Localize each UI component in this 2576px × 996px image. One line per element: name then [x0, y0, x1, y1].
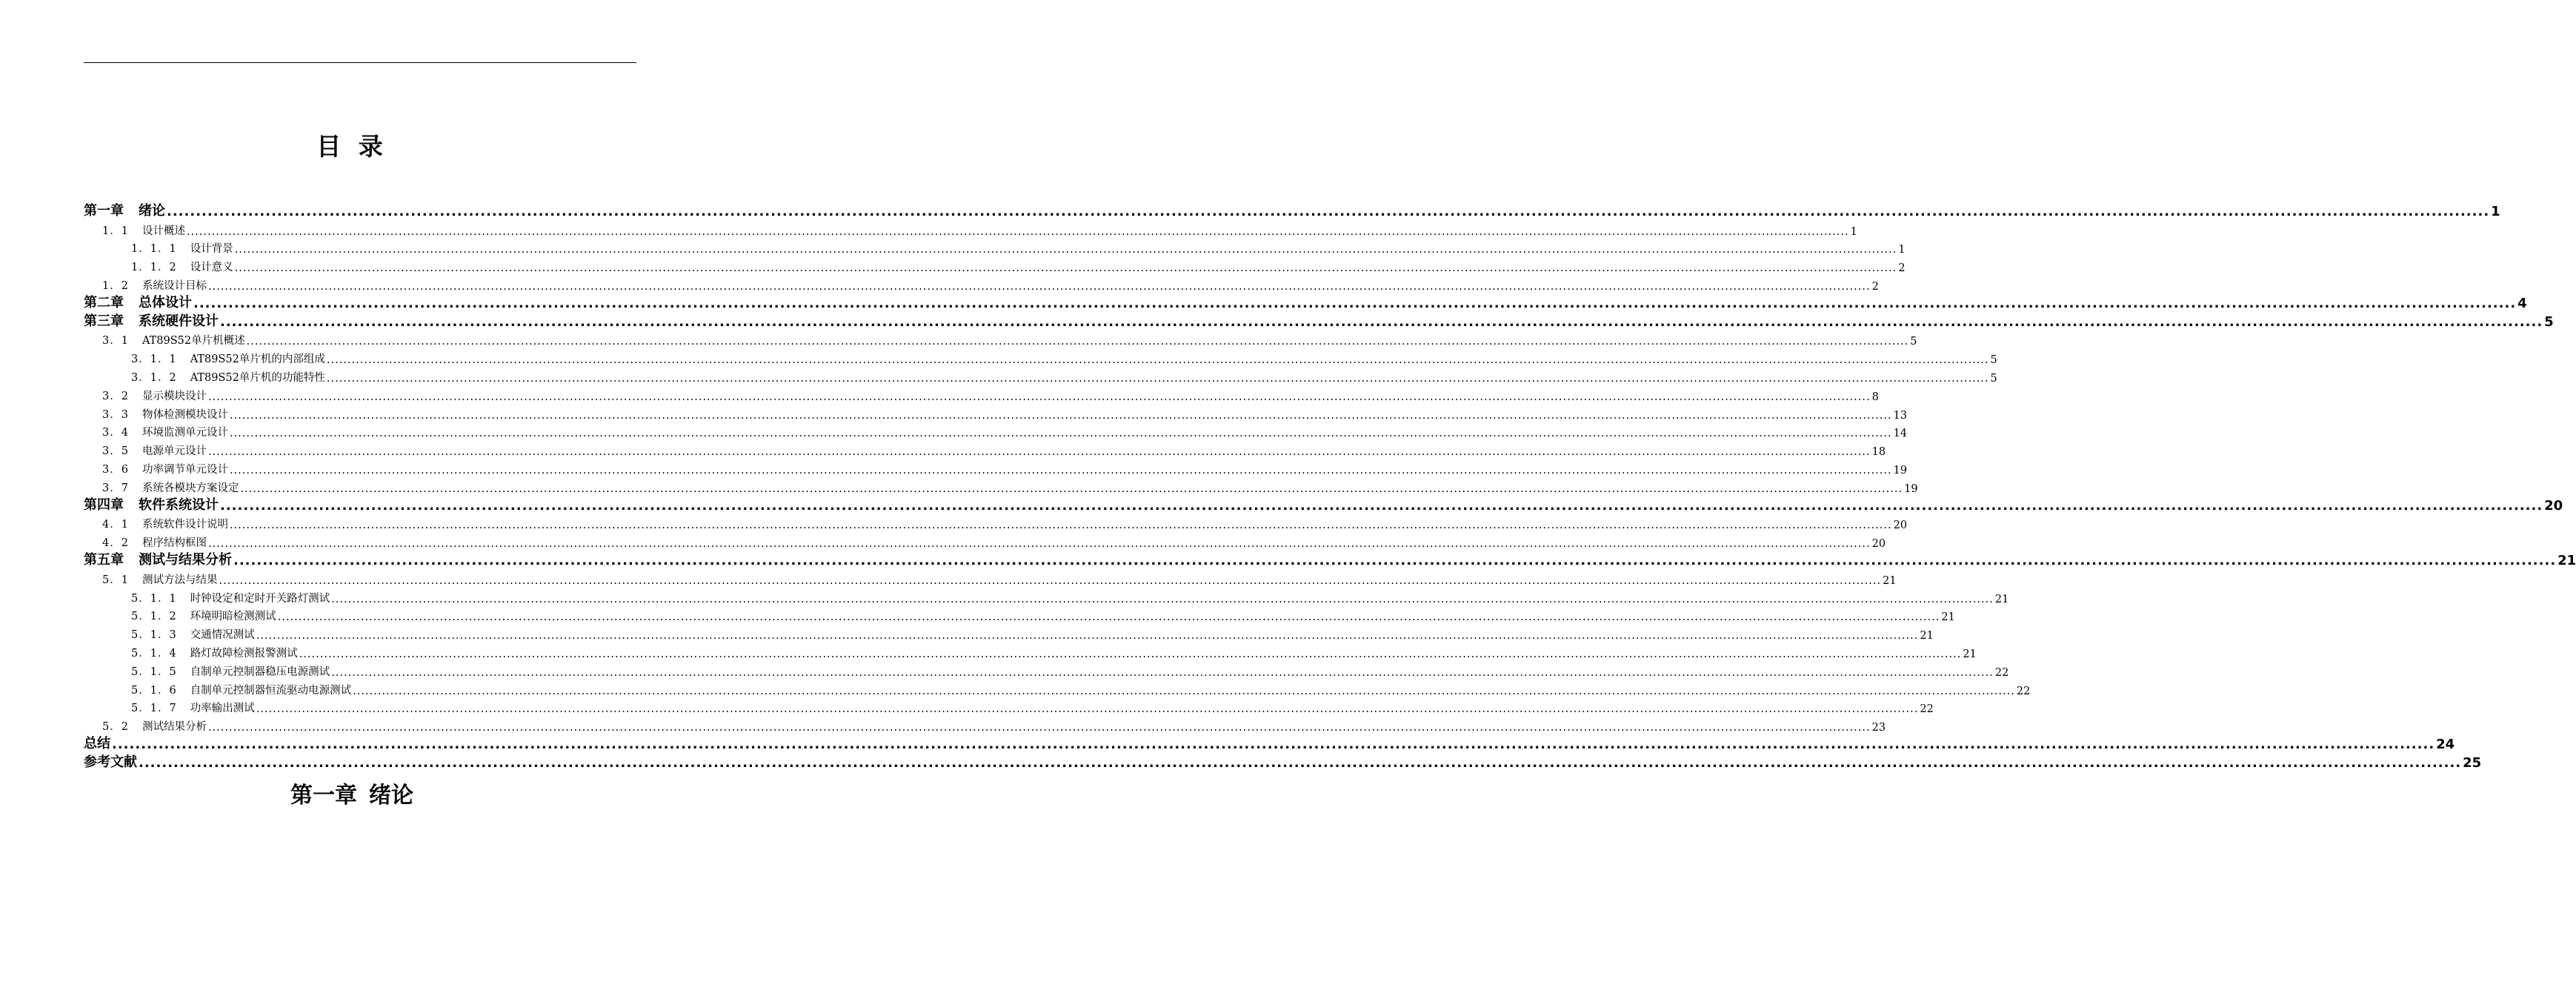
toc-entry[interactable] — [84, 256, 1906, 275]
toc-entry-title: 时钟设定和定时开关路灯测试 — [190, 592, 330, 605]
toc-entry-page: 21 — [1941, 611, 1955, 624]
toc-entry-page: 22 — [1994, 666, 2009, 679]
toc-dot-leader: ................................................................................................................................................................................................................................................................................................................................................................................................................ — [207, 722, 1871, 734]
toc-dot-leader: ................................................................................................................................................................................................................................................................................................................................................................................................................ — [240, 482, 1903, 495]
toc-entry[interactable] — [84, 531, 1886, 551]
toc-entry[interactable] — [84, 201, 2500, 219]
toc-entry-title: 总结 — [84, 735, 110, 751]
toc-entry-title: 交通情况测试 — [190, 629, 255, 642]
toc-entry[interactable] — [84, 219, 1857, 238]
toc-entry-page: 23 — [1871, 722, 1886, 734]
toc-entry[interactable] — [84, 477, 1918, 495]
toc-dot-leader: ................................................................................................................................................................................................................................................................................................................................................................................................................ — [256, 630, 1919, 643]
toc-dot-leader: ................................................................................................................................................................................................................................................................................................................................................................................................................ — [234, 244, 1897, 256]
toc-entry[interactable] — [84, 697, 1934, 716]
toc-entry-number: 第四章 — [84, 497, 124, 513]
toc-title: 目 录 — [316, 132, 387, 161]
toc-entry-number: 3．1．2 — [131, 371, 177, 384]
toc-entry-number: 1．1 — [102, 225, 129, 237]
toc-dot-leader: ................................................................................................................................................................................................................................................................................................................................................................................................................ — [207, 538, 1871, 551]
toc-entry[interactable] — [84, 403, 1908, 422]
toc-entry-number: 4．1 — [102, 519, 129, 531]
toc-entry-page: 5 — [2544, 313, 2554, 330]
toc-entry-page: 22 — [2016, 685, 2031, 697]
toc-entry-title: 测试与结果分析 — [139, 551, 232, 568]
toc-dot-leader: ................................................................................................................................................................................................................................................................................................................................................................................................................ — [299, 648, 1962, 660]
toc-entry-number: 5．1．1 — [131, 592, 177, 605]
toc-entry[interactable] — [84, 660, 2009, 679]
toc-entry-title: 环境明暗检测测试 — [190, 611, 276, 623]
header-rule — [84, 62, 636, 63]
toc-entry-title: 系统硬件设计 — [139, 313, 219, 329]
toc-entry-page: 8 — [1871, 391, 1879, 403]
toc-dot-leader: ................................................................................................................................................................................................................................................................................................................................................................................................................ — [353, 685, 2015, 697]
toc-entry-title: 系统设计目标 — [142, 279, 207, 292]
toc-entry-page: 21 — [1920, 630, 1934, 643]
toc-entry-page: 1 — [2491, 203, 2500, 219]
toc-entry-number: 4．2 — [102, 537, 129, 550]
chapter-title: 绪论 — [369, 783, 413, 809]
toc-entry-page: 19 — [1893, 464, 1908, 477]
toc-entry-title: 电源单元设计 — [142, 445, 207, 458]
toc-entry[interactable] — [84, 293, 2527, 311]
toc-entry-title: 自制单元控制器稳压电源测试 — [190, 665, 330, 678]
toc-dot-leader: ................................................................................................................................................................................................................................................................................................................................................................................................................ — [186, 225, 1849, 238]
toc-entry-number: 1．1．1 — [131, 243, 177, 256]
toc-entry-number: 第五章 — [84, 551, 124, 568]
toc-dot-leader: ................................................................................................................................................................................................................................................................................................................................................................................................................ — [331, 593, 1994, 605]
toc-entry-number: 3．2 — [102, 390, 129, 402]
toc-entry-number: 3．1．1 — [131, 353, 177, 366]
toc-entry[interactable] — [84, 385, 1879, 403]
chapter-heading — [0, 777, 704, 809]
toc-entry[interactable] — [84, 348, 1997, 367]
toc-entry-title: 测试方法与结果 — [142, 574, 218, 586]
toc-entry[interactable] — [84, 642, 1977, 660]
toc-dot-leader: ................................................................................................................................................................................................................................................................................................................................................................................................................ — [207, 391, 1871, 403]
toc-dot-leader: ................................................................................................................................................................................................................................................................................................................................................................................................................ — [193, 295, 2517, 311]
toc-entry-number: 5．1．6 — [131, 684, 177, 697]
toc-entry-title: 路灯故障检测报警测试 — [190, 647, 298, 660]
toc-entry-number: 3．5 — [102, 445, 129, 458]
toc-entry-title: 设计概述 — [142, 225, 185, 237]
toc-entry-title: AT89S52单片机的内部组成 — [190, 353, 325, 366]
toc-entry-page: 21 — [2557, 552, 2576, 568]
toc-entry-title: 物体检测模块设计 — [142, 408, 228, 421]
toc-entry-title: 测试结果分析 — [142, 721, 207, 734]
toc-entry-number: 5．1．4 — [131, 647, 177, 660]
toc-dot-leader: ................................................................................................................................................................................................................................................................................................................................................................................................................ — [229, 464, 1892, 477]
toc-entry-title: 功率调节单元设计 — [142, 463, 228, 476]
toc-dot-leader: ................................................................................................................................................................................................................................................................................................................................................................................................................ — [326, 354, 1989, 367]
table-of-contents — [84, 201, 2576, 771]
toc-dot-leader: ................................................................................................................................................................................................................................................................................................................................................................................................................ — [207, 280, 1871, 293]
toc-dot-leader: ................................................................................................................................................................................................................................................................................................................................................................................................................ — [331, 666, 1994, 679]
toc-entry-page: 20 — [1871, 538, 1886, 551]
toc-dot-leader: ................................................................................................................................................................................................................................................................................................................................................................................................................ — [246, 336, 1909, 348]
toc-entry-page: 22 — [1920, 703, 1934, 716]
toc-entry-page: 20 — [1893, 519, 1908, 532]
toc-dot-leader: ................................................................................................................................................................................................................................................................................................................................................................................................................ — [234, 262, 1897, 275]
toc-entry[interactable] — [84, 679, 2031, 697]
toc-entry-page: 21 — [1883, 574, 1897, 587]
toc-entry-page: 2 — [1871, 280, 1879, 293]
toc-entry[interactable] — [84, 550, 2576, 568]
toc-entry-number: 5．2 — [102, 721, 129, 734]
toc-entry[interactable] — [84, 311, 2554, 330]
toc-entry-page: 19 — [1904, 482, 1918, 495]
toc-entry-number: 5．1．7 — [131, 703, 177, 715]
toc-entry-page: 14 — [1893, 428, 1908, 440]
toc-entry-title: 软件系统设计 — [139, 497, 219, 513]
toc-entry-number: 1．2 — [102, 279, 129, 292]
toc-dot-leader: ................................................................................................................................................................................................................................................................................................................................................................................................................ — [220, 497, 2543, 514]
toc-entry[interactable] — [84, 422, 1908, 440]
toc-entry-title: 设计背景 — [190, 243, 233, 256]
toc-entry-title: 系统软件设计说明 — [142, 519, 228, 531]
toc-dot-leader: ................................................................................................................................................................................................................................................................................................................................................................................................................ — [326, 372, 1989, 385]
toc-entry-page: 2 — [1898, 262, 1906, 275]
toc-entry-page: 1 — [1850, 225, 1857, 238]
toc-entry-title: 总体设计 — [139, 294, 192, 311]
toc-entry-page: 5 — [1910, 336, 1917, 348]
toc-entry-page: 21 — [1963, 648, 1977, 660]
toc-entry-number: 第二章 — [84, 294, 124, 311]
toc-entry-number: 5．1．5 — [131, 665, 177, 678]
toc-dot-leader: ................................................................................................................................................................................................................................................................................................................................................................................................................ — [139, 754, 2462, 771]
toc-entry-title: AT89S52单片机的功能特性 — [190, 371, 325, 384]
toc-entry-page: 13 — [1893, 409, 1908, 422]
toc-entry-page: 5 — [1990, 372, 1997, 385]
toc-entry[interactable] — [84, 605, 1955, 624]
toc-entry-page: 20 — [2544, 497, 2563, 514]
toc-entry-number: 3．7 — [102, 482, 129, 494]
toc-entry[interactable] — [84, 274, 1879, 293]
toc-entry[interactable] — [84, 514, 1908, 532]
toc-entry-number: 3．6 — [102, 463, 129, 476]
toc-entry-title: AT89S52单片机概述 — [142, 335, 245, 348]
toc-entry-number: 第三章 — [84, 313, 124, 329]
toc-entry-title: 功率输出测试 — [190, 703, 255, 715]
toc-dot-leader: ................................................................................................................................................................................................................................................................................................................................................................................................................ — [229, 519, 1892, 532]
toc-entry-title: 设计意义 — [190, 262, 233, 274]
toc-entry-number: 1．1．2 — [131, 262, 177, 274]
toc-dot-leader: ................................................................................................................................................................................................................................................................................................................................................................................................................ — [229, 409, 1892, 422]
toc-entry[interactable] — [84, 495, 2563, 514]
toc-entry-number: 第一章 — [84, 202, 124, 219]
toc-entry-page: 25 — [2463, 754, 2482, 771]
toc-entry-number: 3．1 — [102, 335, 129, 348]
toc-entry-page: 18 — [1871, 446, 1886, 459]
toc-entry[interactable] — [84, 715, 1886, 734]
toc-entry[interactable] — [84, 330, 1917, 348]
toc-entry-title: 系统各模块方案设定 — [142, 482, 239, 494]
toc-entry-title: 自制单元控制器恒流驱动电源测试 — [190, 684, 352, 697]
toc-entry[interactable] — [84, 366, 1997, 385]
toc-entry-number: 5．1．2 — [131, 611, 177, 623]
toc-entry-page: 24 — [2436, 736, 2455, 752]
toc-entry-title: 参考文献 — [84, 754, 137, 770]
toc-entry[interactable] — [84, 439, 1886, 459]
toc-entry-page: 4 — [2517, 295, 2527, 311]
toc-entry-number: 3．4 — [102, 427, 129, 439]
toc-dot-leader: ................................................................................................................................................................................................................................................................................................................................................................................................................ — [256, 703, 1919, 716]
toc-entry[interactable] — [84, 458, 1908, 477]
toc-entry-title: 环境监测单元设计 — [142, 427, 228, 439]
toc-entry[interactable] — [84, 752, 2482, 771]
chapter-number: 第一章 — [290, 783, 357, 809]
toc-dot-leader: ................................................................................................................................................................................................................................................................................................................................................................................................................ — [220, 313, 2543, 330]
toc-entry-page: 1 — [1898, 244, 1906, 256]
toc-entry-title: 程序结构框图 — [142, 537, 207, 550]
toc-entry-page: 21 — [1994, 593, 2009, 605]
toc-entry[interactable] — [84, 238, 1906, 256]
toc-dot-leader: ................................................................................................................................................................................................................................................................................................................................................................................................................ — [167, 203, 2490, 219]
toc-entry-number: 5．1．3 — [131, 629, 177, 642]
toc-entry[interactable] — [84, 734, 2455, 752]
toc-entry[interactable] — [84, 587, 2009, 605]
toc-dot-leader: ................................................................................................................................................................................................................................................................................................................................................................................................................ — [207, 446, 1871, 459]
toc-dot-leader: ................................................................................................................................................................................................................................................................................................................................................................................................................ — [112, 736, 2435, 752]
toc-entry[interactable] — [84, 568, 1897, 587]
toc-dot-leader: ................................................................................................................................................................................................................................................................................................................................................................................................................ — [219, 574, 1882, 587]
toc-entry-number: 5．1 — [102, 574, 129, 586]
toc-entry-title: 绪论 — [139, 202, 165, 219]
toc-dot-leader: ................................................................................................................................................................................................................................................................................................................................................................................................................ — [277, 611, 1940, 624]
toc-dot-leader: ................................................................................................................................................................................................................................................................................................................................................................................................................ — [233, 552, 2557, 568]
toc-entry[interactable] — [84, 623, 1934, 643]
toc-entry-number: 3．3 — [102, 408, 129, 421]
toc-dot-leader: ................................................................................................................................................................................................................................................................................................................................................................................................................ — [229, 428, 1892, 440]
toc-entry-title: 显示模块设计 — [142, 390, 207, 402]
toc-entry-page: 5 — [1990, 354, 1997, 367]
